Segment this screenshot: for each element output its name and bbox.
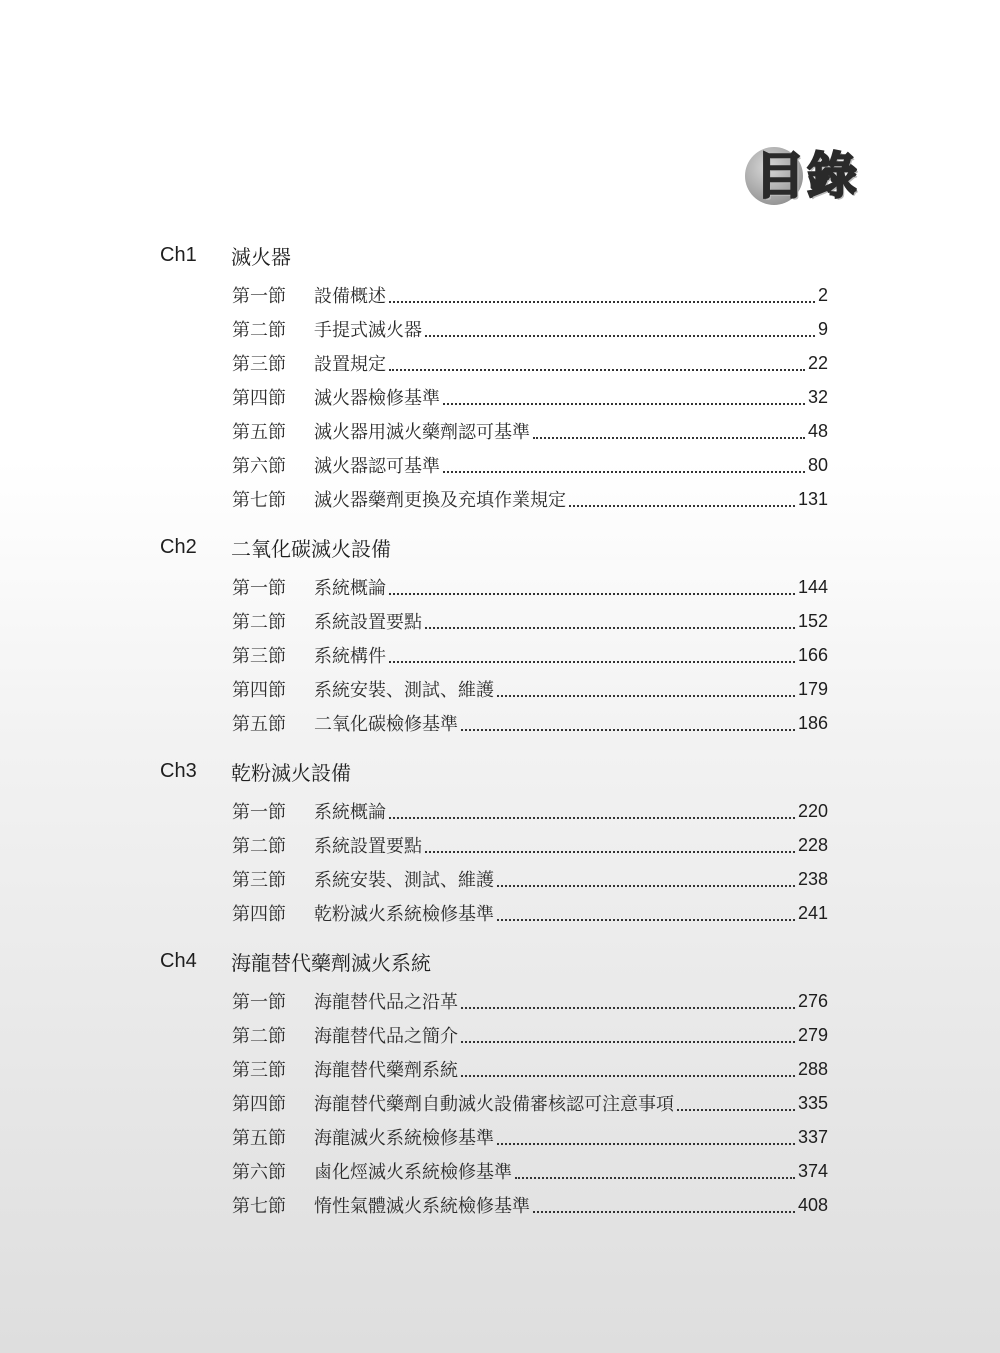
page-number: 2 (817, 284, 828, 305)
section-number: 第六節 (232, 1162, 286, 1183)
section-number: 第五節 (232, 422, 286, 443)
dot-leader (425, 335, 815, 337)
toc-entry[interactable] (232, 1054, 828, 1084)
chapter-number: Ch1 (160, 243, 197, 266)
section-title: 系統安裝、測試、維護 (314, 680, 494, 701)
section-title: 滅火器藥劑更換及充填作業規定 (314, 490, 566, 511)
section-number: 第三節 (232, 354, 286, 375)
chapter-title: 乾粉滅火設備 (231, 760, 351, 785)
dot-leader (533, 1211, 795, 1213)
dot-leader (443, 471, 805, 473)
toc-entry[interactable] (232, 796, 828, 826)
section-number: 第一節 (232, 286, 286, 307)
section-number: 第三節 (232, 870, 286, 891)
page-number: 337 (797, 1126, 828, 1147)
dot-leader (677, 1109, 795, 1111)
page-number: 144 (797, 576, 828, 597)
page-number: 9 (817, 318, 828, 339)
page-number: 335 (797, 1092, 828, 1113)
page-number: 186 (797, 712, 828, 733)
dot-leader (497, 1143, 795, 1145)
page-number: 22 (807, 352, 828, 373)
page-number: 276 (797, 990, 828, 1011)
page-number: 228 (797, 834, 828, 855)
section-title: 二氧化碳檢修基準 (314, 714, 458, 735)
dot-leader (497, 885, 795, 887)
dot-leader (389, 369, 805, 371)
section-number: 第一節 (232, 992, 286, 1013)
dot-leader (497, 695, 795, 697)
toc-entry[interactable] (232, 674, 828, 704)
chapter-title: 二氧化碳滅火設備 (231, 536, 391, 561)
section-title: 設備概述 (314, 286, 386, 307)
toc-entry[interactable] (232, 708, 828, 738)
dot-leader (461, 1075, 795, 1077)
toc-entry[interactable] (232, 640, 828, 670)
dot-leader (389, 817, 795, 819)
section-number: 第三節 (232, 1060, 286, 1081)
section-number: 第四節 (232, 680, 286, 701)
page-number: 408 (797, 1194, 828, 1215)
section-title: 滅火器用滅火藥劑認可基準 (314, 422, 530, 443)
section-number: 第一節 (232, 578, 286, 599)
section-number: 第六節 (232, 456, 286, 477)
toc-entry[interactable] (232, 1190, 828, 1220)
section-title: 系統設置要點 (314, 836, 422, 857)
toc-entry[interactable] (232, 280, 828, 310)
page-number: 238 (797, 868, 828, 889)
dot-leader (569, 505, 795, 507)
section-number: 第四節 (232, 904, 286, 925)
section-title: 系統設置要點 (314, 612, 422, 633)
chapter-number: Ch3 (160, 759, 197, 782)
section-title: 滅火器檢修基準 (314, 388, 440, 409)
dot-leader (461, 729, 795, 731)
section-number: 第二節 (232, 320, 286, 341)
chapter-heading[interactable] (160, 946, 431, 976)
page-number: 152 (797, 610, 828, 631)
toc-entry[interactable] (232, 898, 828, 928)
section-number: 第二節 (232, 612, 286, 633)
toc-entry[interactable] (232, 382, 828, 412)
section-number: 第五節 (232, 714, 286, 735)
section-title: 海龍替代品之沿革 (314, 992, 458, 1013)
dot-leader (533, 437, 805, 439)
section-title: 海龍替代藥劑系統 (314, 1060, 458, 1081)
chapter-heading[interactable] (160, 756, 351, 786)
toc-entry[interactable] (232, 1122, 828, 1152)
toc-entry[interactable] (232, 1088, 828, 1118)
section-number: 第二節 (232, 836, 286, 857)
page-number: 279 (797, 1024, 828, 1045)
toc-entry[interactable] (232, 864, 828, 894)
toc-entry[interactable] (232, 830, 828, 860)
dot-leader (515, 1177, 795, 1179)
page-number: 80 (807, 454, 828, 475)
toc-entry[interactable] (232, 416, 828, 446)
section-number: 第四節 (232, 1094, 286, 1115)
section-number: 第七節 (232, 490, 286, 511)
section-number: 第二節 (232, 1026, 286, 1047)
dot-leader (425, 851, 795, 853)
section-number: 第一節 (232, 802, 286, 823)
toc-entry[interactable] (232, 572, 828, 602)
toc-entry[interactable] (232, 1156, 828, 1186)
page-number: 32 (807, 386, 828, 407)
dot-leader (497, 919, 795, 921)
section-number: 第七節 (232, 1196, 286, 1217)
section-title: 系統構件 (314, 646, 386, 667)
toc-entry[interactable] (232, 606, 828, 636)
toc-entry[interactable] (232, 314, 828, 344)
chapter-number: Ch4 (160, 949, 197, 972)
section-title: 海龍替代藥劑自動滅火設備審核認可注意事項 (314, 1094, 674, 1115)
toc-entry[interactable] (232, 1020, 828, 1050)
section-title: 滅火器認可基準 (314, 456, 440, 477)
toc-title: 目錄 (755, 147, 859, 205)
dot-leader (443, 403, 805, 405)
section-title: 鹵化烴滅火系統檢修基準 (314, 1162, 512, 1183)
section-number: 第四節 (232, 388, 286, 409)
chapter-title: 海龍替代藥劑滅火系統 (231, 950, 431, 975)
section-title: 惰性氣體滅火系統檢修基準 (314, 1196, 530, 1217)
section-title: 系統概論 (314, 802, 386, 823)
dot-leader (461, 1041, 795, 1043)
dot-leader (389, 301, 815, 303)
chapter-heading[interactable] (160, 532, 391, 562)
page-number: 166 (797, 644, 828, 665)
dot-leader (389, 593, 795, 595)
page-number: 48 (807, 420, 828, 441)
toc-entry[interactable] (232, 986, 828, 1016)
dot-leader (389, 661, 795, 663)
section-title: 系統安裝、測試、維護 (314, 870, 494, 891)
section-title: 設置規定 (314, 354, 386, 375)
toc-entry[interactable] (232, 348, 828, 378)
section-number: 第五節 (232, 1128, 286, 1149)
section-number: 第三節 (232, 646, 286, 667)
page-number: 131 (797, 488, 828, 509)
page-number: 241 (797, 902, 828, 923)
page-number: 374 (797, 1160, 828, 1181)
chapter-heading[interactable] (160, 240, 291, 270)
section-title: 手提式滅火器 (314, 320, 422, 341)
dot-leader (425, 627, 795, 629)
chapter-number: Ch2 (160, 535, 197, 558)
page-number: 179 (797, 678, 828, 699)
section-title: 海龍滅火系統檢修基準 (314, 1128, 494, 1149)
toc-entry[interactable] (232, 484, 828, 514)
page-number: 288 (797, 1058, 828, 1079)
dot-leader (461, 1007, 795, 1009)
toc-entry[interactable] (232, 450, 828, 480)
section-title: 海龍替代品之簡介 (314, 1026, 458, 1047)
section-title: 系統概論 (314, 578, 386, 599)
section-title: 乾粉滅火系統檢修基準 (314, 904, 494, 925)
chapter-title: 滅火器 (231, 244, 291, 269)
page-number: 220 (797, 800, 828, 821)
